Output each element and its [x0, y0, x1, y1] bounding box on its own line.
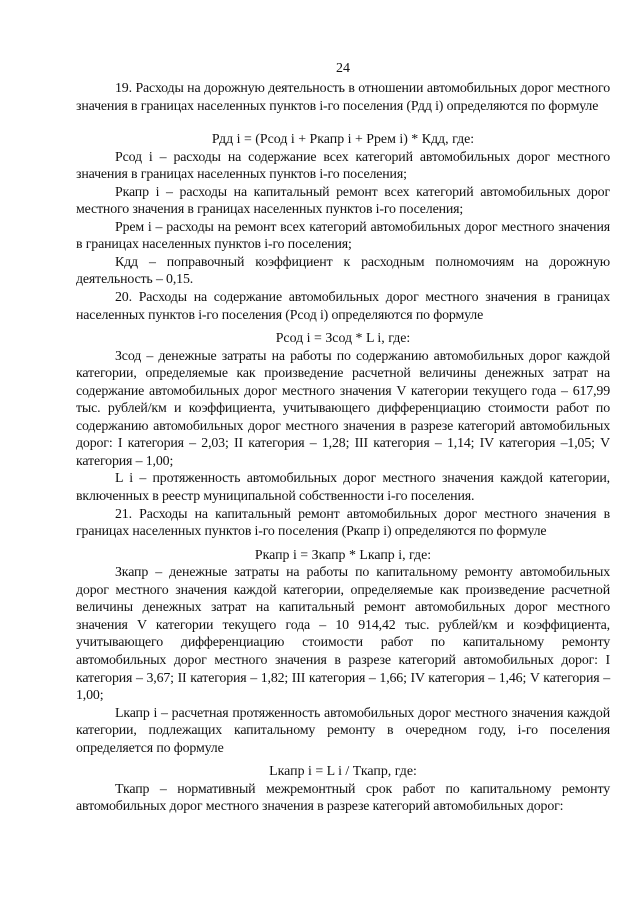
definition-rsod: Рсод i – расходы на содержание всех категорий автомобильных дорог местного значения в границах населенных пунктов i-го поселения;	[76, 149, 610, 183]
definition-rkapr: Ркапр i – расходы на капитальный ремонт всех категорий автомобильных дорог местного значения в границах населенных пунктов i-го поселения;	[76, 184, 610, 218]
definition-tkapr: Ткапр – нормативный межремонтный срок работ по капитальному ремонту автомобильных дорог местного значения в разрезе категорий автомобильных дорог:	[76, 781, 610, 815]
paragraph-20: 20. Расходы на содержание автомобильных дорог местного значения в границах населенных пунктов i-го поселения (Рсод i) определяются по формуле	[76, 290, 610, 323]
definition-rrem: Ррем i – расходы на ремонт всех категорий автомобильных дорог местного значения в границах населенных пунктов i-го поселения;	[76, 219, 610, 253]
paragraph-21: 21. Расходы на капитальный ремонт автомобильных дорог местного значения в границах населенных пунктов i-го поселения (Ркапр i) определяются по формуле	[76, 506, 610, 540]
definition-li: L i – протяженность автомобильных дорог местного значения каждой категории, включенных в реестр муниципальной собственности i-го поселения.	[76, 471, 610, 505]
definition-zsod: Зсод – денежные затраты на работы по содержанию автомобильных дорог каждой категории, определяемые как произведение расчетной величины денежных затрат на содержание автомобильных дорог местного значения V категории текущего года – 617,99 тыс. рублей/км и коэффициента, учитывающего дифференциацию стоимости работ по содержанию автомобильных дорог местного значения в разрезе категорий автомобильных дорог: I категория – 2,03; II категория – 1,28; III категория – 1,14; IV категория –1,05; V категория – 1,00;	[76, 348, 610, 469]
definition-lkapr: Lкапр i – расчетная протяженность автомобильных дорог местного значения каждой категории, подлежащих капитальному ремонту в очередном году, i-го поселения определяется по формуле	[76, 705, 610, 756]
formula-lkapr: Lкапр i = L i / Ткапр, где:	[269, 764, 417, 780]
formula-rdd: Рдд i = (Рсод i + Ркапр i + Ррем i) * Кдд, где:	[211, 132, 475, 148]
definition-zkapr: Зкапр – денежные затраты на работы по капитальному ремонту автомобильных дорог местного значения каждой категории, определяемые как произведение расчетной величины денежных затрат на капитальный ремонт автомобильных дорог местного значения V категории текущего года – 10 914,42 тыс. рублей/км и коэффициента, учитывающего дифференциацию стоимости работ по капитальному ремонту автомобильных дорог местного значения в разрезе категорий автомобильных дорог: I категория – 3,67; II категория – 1,82; III категория – 1,66; IV категория – 1,46; V категория – 1,00;	[76, 565, 610, 704]
formula-rkapr: Ркапр i = Зкапр * Lкапр i, где:	[254, 547, 432, 563]
page-number: 24	[336, 61, 350, 76]
document-page	[76, 60, 610, 816]
definition-kdd: Кдд – поправочный коэффициент к расходным полномочиям на дорожную деятельность – 0,15.	[76, 254, 610, 288]
formula-rsod: Рсод i = Зсод * L i, где:	[275, 331, 411, 347]
paragraph-19: 19. Расходы на дорожную деятельность в отношении автомобильных дорог местного значения в границах населенных пунктов i-го поселения (Рдд i) определяются по формуле	[76, 81, 610, 114]
